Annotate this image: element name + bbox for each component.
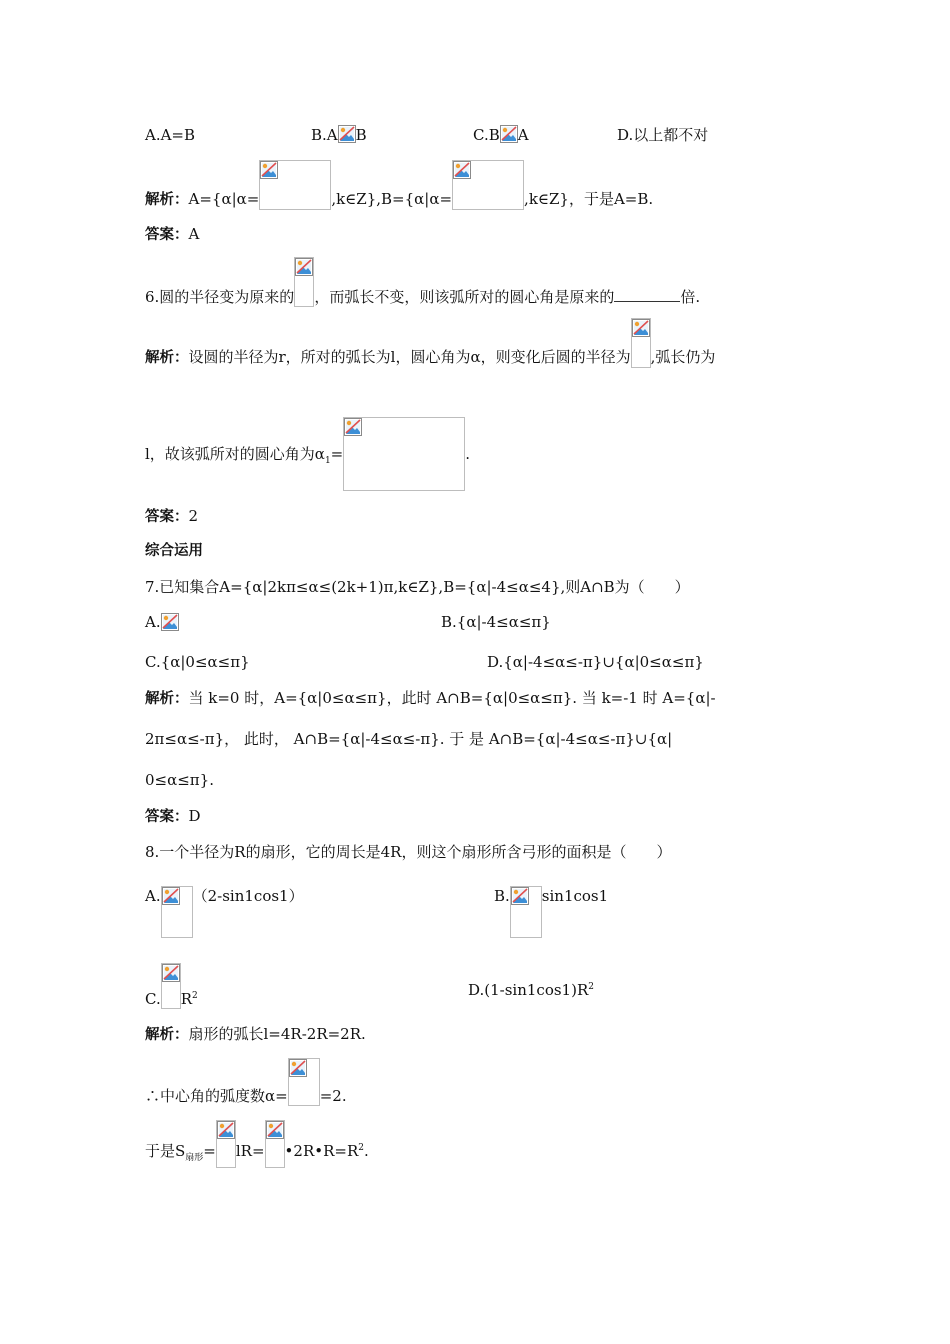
q5-option-a-text: A.A=B [145,126,196,144]
q5-solution-text: A={α|α= [188,190,260,208]
q7-option-b: B.{α|-4≤α≤π} [441,613,551,631]
q5-answer-value: A [188,225,200,243]
formula-image [631,318,651,368]
broken-image-icon [217,1121,235,1139]
q8-stem: 8.一个半径为R的扇形，它的周长是4R，则这个扇形所含弓形的面积是（ ） [145,843,672,861]
q5-option-d-text: D.以上都不对 [617,126,709,144]
q6-solution-text-3: l，故该弧所对的圆心角为α [145,445,325,463]
broken-image-icon [162,964,180,982]
q8-solution-text-4: 于是S [145,1142,186,1160]
subscript: 1 [324,456,331,466]
q8-option-b [494,886,608,938]
superscript: 2 [358,1143,364,1153]
q7-option-a [145,612,179,632]
q8-option-c-text-end: R [180,990,193,1008]
answer-blank [614,287,680,302]
q5-option-b-text-end: B [355,126,367,144]
q5-option-b [311,125,367,145]
q6-solution-text-5: . [465,445,471,463]
subscript: 扇形 [185,1153,204,1163]
q8-option-b-text: B. [494,887,510,905]
formula-image [294,257,314,307]
q6-solution [145,318,715,368]
q6-solution-text-4: = [330,445,344,463]
q8-option-c-text: C. [145,990,161,1008]
q6-stem [145,257,700,307]
formula-image [216,1120,236,1168]
q7-answer-value: D [188,807,201,825]
solution-label: 解析： [145,1027,189,1043]
q5-option-c [473,125,529,145]
q8-solution-text-3: =2. [319,1087,347,1105]
q6-stem-text: 6.圆的半径变为原来的 [145,288,295,306]
broken-image-icon [344,418,362,436]
superscript: 2 [588,982,594,992]
broken-image-icon [511,887,529,905]
broken-image-icon [161,613,179,631]
broken-image-icon [289,1059,307,1077]
broken-image-icon [453,161,471,179]
q5-answer [145,224,199,245]
q6-stem-text-2: ，而弧长不变，则该弧所对的圆心角是原来的 [314,288,615,306]
q6-solution-continued [145,417,470,491]
q5-option-c-text: C.B [473,126,500,144]
q6-solution-text: 设圆的半径为r，所对的弧长为l，圆心角为α，则变化后圆的半径为 [188,348,631,366]
q7-answer [145,806,201,827]
q8-solution-line-2 [145,1058,347,1106]
q5-solution-text-3: ,k∈Z}，于是A=B. [524,190,654,208]
q8-option-c [145,963,198,1009]
q8-solution-line-1 [145,1024,366,1045]
answer-label: 答案： [145,809,189,825]
answer-label: 答案： [145,509,189,525]
formula-image [343,417,465,491]
formula-image [161,886,193,938]
formula-image [288,1058,320,1106]
solution-label: 解析： [145,691,189,707]
formula-image [259,160,331,210]
broken-image-icon [500,125,518,143]
q8-solution-line-3 [145,1120,369,1168]
q8-option-a [145,886,304,938]
formula-image [161,963,181,1009]
q8-solution-text-5: = [203,1142,216,1160]
q8-solution-text-2: ∴中心角的弧度数α= [145,1087,288,1105]
broken-image-icon [338,125,356,143]
q5-solution-text-2: ,k∈Z},B={α|α= [331,190,453,208]
q8-solution-text-8: . [363,1142,369,1160]
section-heading: 综合运用 [145,543,203,559]
q8-solution-text-6: lR= [235,1142,265,1160]
q6-answer-value: 2 [188,507,199,525]
q8-option-d-text: D.(1-sin1cos1)R [468,981,589,999]
q7-solution-text: 当 k=0 时，A={α|0≤α≤π}，此时 A∩B={α|0≤α≤π}. 当 k=-1 时 A={α|- [188,689,716,707]
q8-solution-text: 扇形的弧长l=4R-2R=2R. [188,1025,366,1043]
formula-image [452,160,524,210]
q8-option-a-text-end: （2-sin1cos1） [192,887,304,905]
formula-image [265,1120,285,1168]
q7-solution-line-3: 0≤α≤π}. [145,771,214,789]
solution-label: 解析： [145,350,189,366]
q5-solution [145,160,653,210]
q6-stem-text-3: 倍. [680,288,701,306]
solution-label: 解析： [145,192,189,208]
q6-answer [145,506,198,527]
broken-image-icon [260,161,278,179]
q7-stem: 7.已知集合A={α|2kπ≤α≤(2k+1)π,k∈Z},B={α|-4≤α≤4},则A∩B为（ ） [145,578,690,596]
formula-image [510,886,542,938]
q8-solution-text-7: •2R•R=R [284,1142,359,1160]
q6-solution-text-2: ,弧长仍为 [650,348,716,366]
q7-option-d: D.{α|-4≤α≤-π}∪{α|0≤α≤π} [487,653,704,671]
broken-image-icon [632,319,650,337]
q8-option-a-text: A. [145,887,161,905]
q5-option-b-text: B.A [311,126,338,144]
superscript: 2 [192,991,198,1001]
q5-option-d [617,125,708,145]
broken-image-icon [295,258,313,276]
answer-label: 答案： [145,227,189,243]
q7-solution-line-2: 2π≤α≤-π}， 此时， A∩B={α|-4≤α≤-π}. 于 是 A∩B={α|-4≤α≤-π}∪{α| [145,730,673,748]
broken-image-icon [162,887,180,905]
q5-option-a [145,125,195,145]
q7-option-c: C.{α|0≤α≤π} [145,653,250,671]
broken-image-icon [266,1121,284,1139]
q5-option-c-text-end: A [517,126,529,144]
q8-option-d [468,977,594,1000]
q7-solution-line-1 [145,688,716,709]
q7-option-a-text: A. [145,613,161,631]
q8-option-b-text-end: sin1cos1 [541,887,609,905]
